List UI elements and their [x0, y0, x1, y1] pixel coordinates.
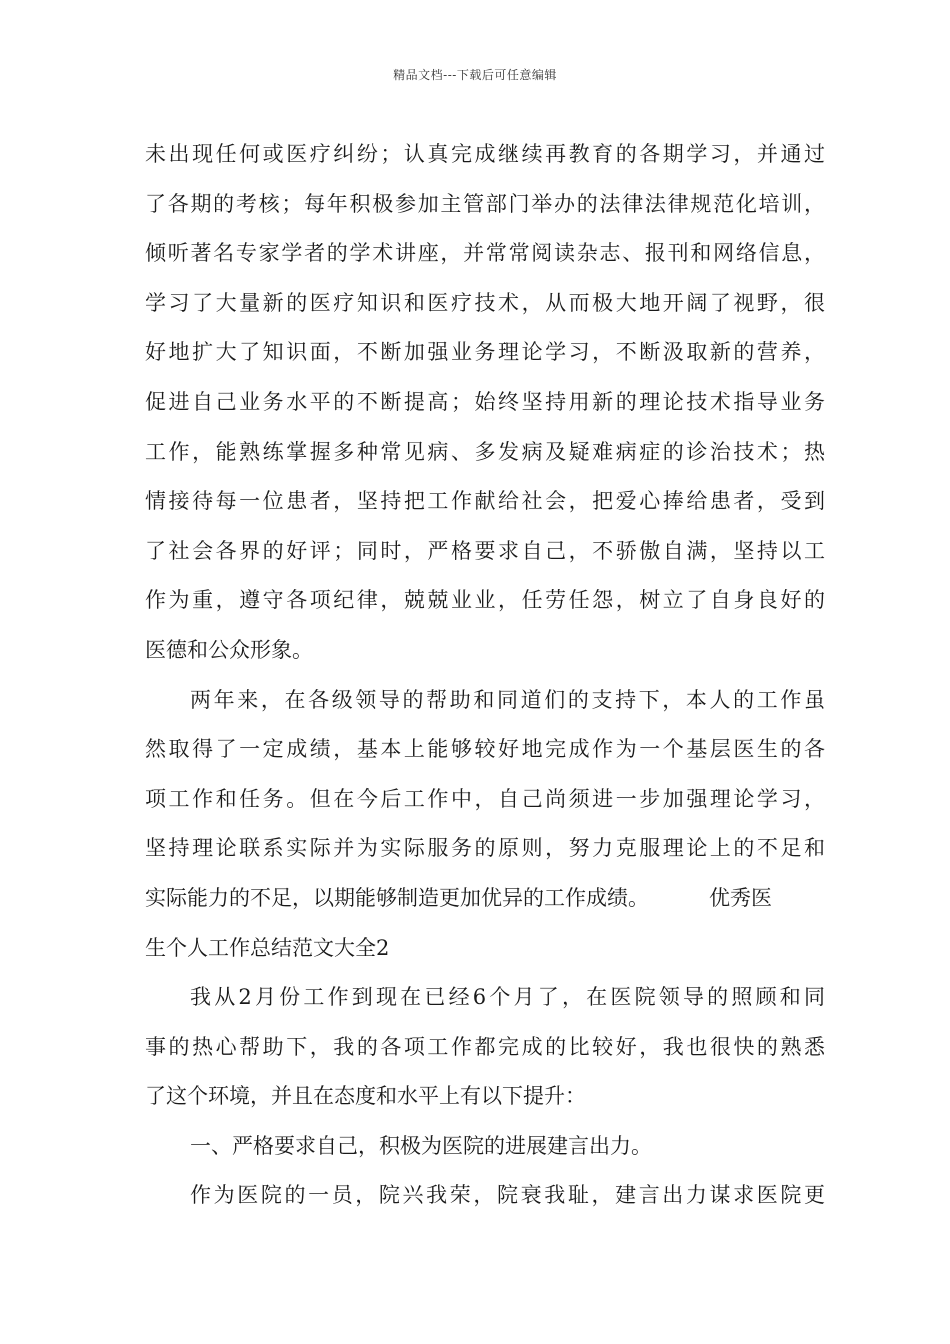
text-line: 事的热心帮助下，我的各项工作都完成的比较好，我也很快的熟悉	[145, 1034, 825, 1059]
text-line: 未出现任何或医疗纠纷；认真完成继续再教育的各期学习，并通过	[145, 142, 825, 166]
text-line: 倾听著名专家学者的学术讲座，并常常阅读杂志、报刊和网络信息，	[145, 241, 825, 266]
text-line: 情接待每一位患者，坚持把工作献给社会，把爱心捧给患者，受到	[145, 489, 825, 514]
text-line: 医德和公众形象。	[145, 637, 313, 662]
text-line: 好地扩大了知识面，不断加强业务理论学习，不断汲取新的营养，	[145, 340, 825, 365]
text-line: 我从2月份工作到现在已经6个月了，在医院领导的照顾和同	[190, 985, 825, 1010]
page-header: 精品文档---下载后可任意编辑	[393, 68, 557, 82]
text-line-with-heading-start	[145, 874, 825, 924]
subheading: 一、严格要求自己，积极为医院的进展建言出力。	[190, 1133, 652, 1158]
text-line: 坚持理论联系实际并为实际服务的原则，努力克服理论上的不足和	[145, 836, 825, 861]
text-line: 项工作和任务。但在今后工作中，自己尚须进一步加强理论学习，	[145, 786, 825, 811]
text-line: 作为重，遵守各项纪律，兢兢业业，任劳任怨，树立了自身良好的	[145, 588, 825, 613]
text-line: 了社会各界的好评；同时，严格要求自己，不骄傲自满，坚持以工	[145, 538, 825, 563]
text-line: 学习了大量新的医疗知识和医疗技术，从而极大地开阔了视野，很	[145, 290, 825, 315]
text-line: 作为医院的一员，院兴我荣，院衰我耻，建言出力谋求医院更	[190, 1183, 825, 1208]
text-line-content: 实际能力的不足，以期能够制造更加优异的工作成绩。	[145, 885, 649, 910]
text-line: 了各期的考核；每年积极参加主管部门举办的法律法律规范化培训，	[145, 191, 825, 216]
heading-fragment: 优秀医	[709, 885, 772, 910]
text-line: 了这个环境，并且在态度和水平上有以下提升：	[145, 1084, 586, 1109]
text-line: 工作，能熟练掌握多种常见病、多发病及疑难病症的诊治技术；热	[145, 439, 825, 464]
text-line: 两年来，在各级领导的帮助和同道们的支持下，本人的工作虽	[190, 687, 825, 712]
text-line: 促进自己业务水平的不断提高；始终坚持用新的理论技术指导业务	[145, 389, 825, 414]
section-heading: 生个人工作总结范文大全2	[145, 935, 390, 960]
text-line: 然取得了一定成绩，基本上能够较好地完成作为一个基层医生的各	[145, 737, 825, 762]
document-body	[145, 130, 825, 1221]
